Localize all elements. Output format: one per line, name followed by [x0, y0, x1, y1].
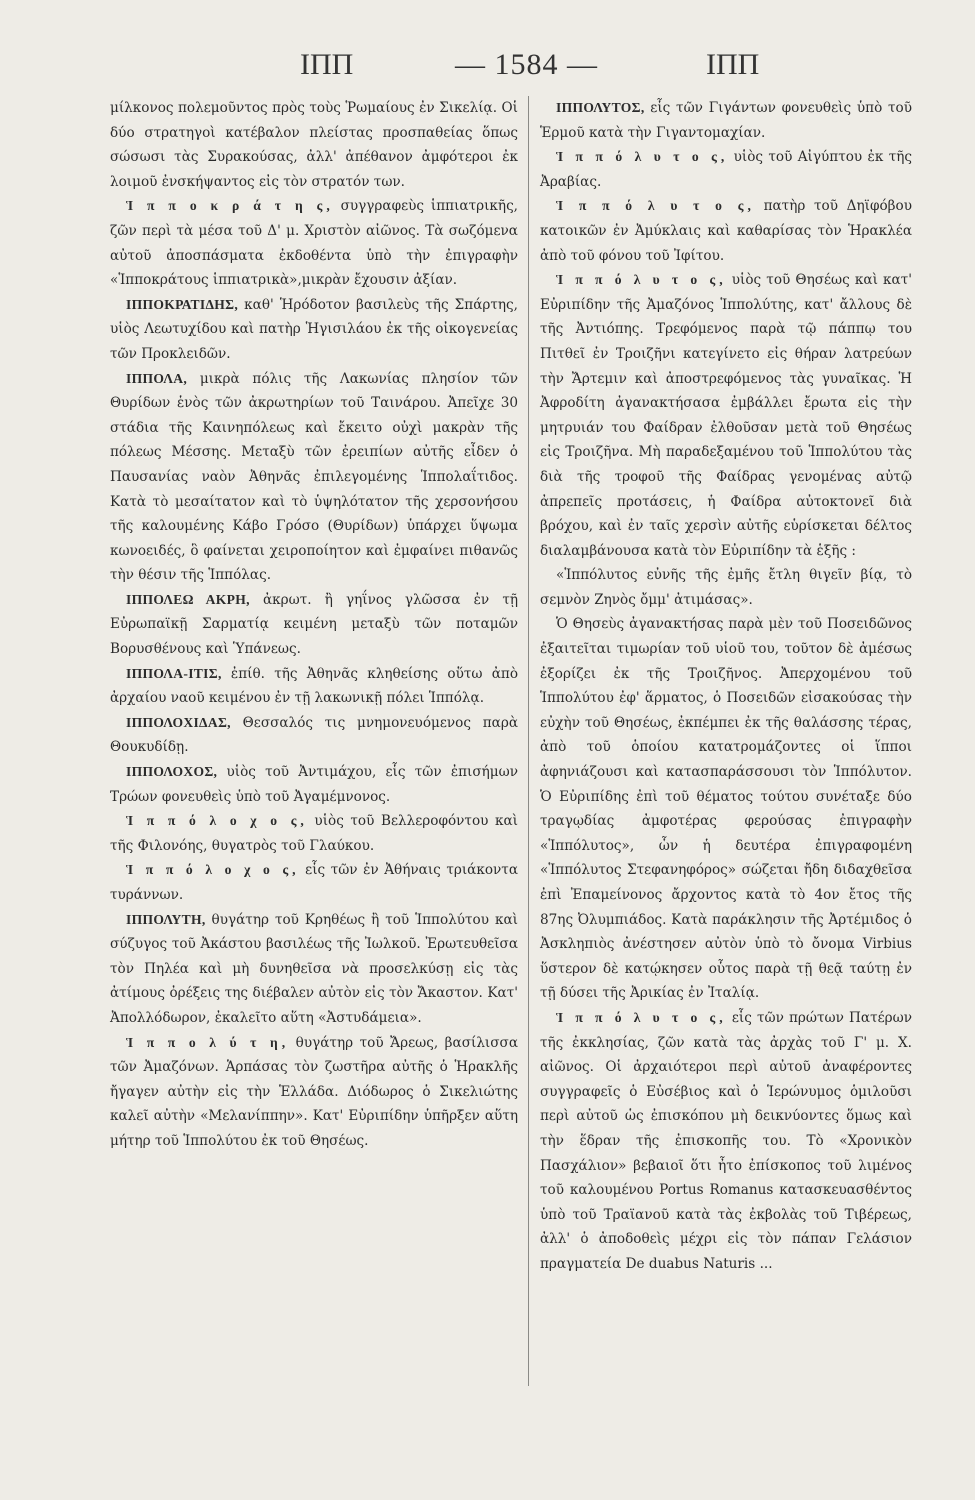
entry-text: υἱὸς τοῦ Θησέως καὶ κατ' Εὐριπίδην τῆς Ἀμαζόνος Ἱππολύτης, κατ' ἄλλους δὲ τῆς Ἀντιόπης. Τρεφόμενος παρὰ τῷ πάππῳ του Πιτθεῖ ἐν Τροιζῆνι κατεγίνετο εἰς θήραν λατρεύων τὴν Ἄρτεμιν καὶ ἀποστρεφόμενος τὰς γυναῖκας. Ἡ Ἀφροδίτη ἀγανακτήσασα ἐμβάλλει ἔρωτα εἰς τὴν μητρυιάν του Φαίδραν ἐλθοῦσαν μετὰ τοῦ Θησέως εἰς Τροιζῆνα. Μὴ παραδεξαμένου τοῦ Ἱππολύτου τὰς διὰ τῆς τροφοῦ τῆς Φαίδρας γενομένας αὐτῷ ἀπρεπεῖς προτάσεις, ἡ Φαίδρα αὐτοκτονεῖ διὰ βρόχου, καὶ ἐν ταῖς χερσὶν αὐτῆς εὑρίσκεται δέλτος διαλαμβάνουσα κατὰ τὸν Εὐριπίδην τὰ ἑξῆς :: [540, 272, 912, 559]
entry-headword: Ἱ π π ό λ υ τ ο ς,: [556, 149, 729, 165]
dictionary-entry: [110, 1031, 518, 1154]
dictionary-entry: [110, 96, 518, 194]
entry-headword: Ἱ π π ό λ υ τ ο ς,: [556, 272, 727, 288]
entry-headword: Ἱ π π ό λ ο χ ο ς,: [126, 813, 308, 829]
entry-text: Θεσσαλός τις μνημονευόμενος παρὰ Θουκυδίδῃ.: [110, 714, 518, 756]
entry-text: μίλκονος πολεμοῦντος πρὸς τοὺς Ῥωμαίους ἐν Σικελίᾳ. Οἱ δύο στρατηγοὶ κατέβαλον πλείστας προσπαθείας ὅπως σώσωσι τὰς Συρακούσας, ἀλλ' ἀπέθανον ἀμφότεροι ἐκ λοιμοῦ ἐνσκήψαντος εἰς τὸν στρατόν των.: [110, 100, 518, 190]
entry-headword: ΙΠΠΟΛΑ-ΙΤΙΣ,: [126, 665, 222, 681]
entry-text: υἱὸς τοῦ Ἀντιμάχου, εἷς τῶν ἐπισήμων Τρώων φονευθεὶς ὑπὸ τοῦ Ἀγαμέμνονος.: [110, 764, 518, 805]
dictionary-entry: [110, 711, 518, 760]
dictionary-entry: [110, 858, 518, 907]
library-watermark: [430, 1326, 949, 1353]
right-column: [540, 96, 912, 1277]
dictionary-entry: [540, 563, 912, 612]
dictionary-entry: [540, 268, 912, 563]
entry-text: εἷς τῶν Γιγάντων φονευθεὶς ὑπὸ τοῦ Ἑρμοῦ κατὰ τὴν Γιγαντομαχίαν.: [540, 100, 912, 141]
entry-text: μικρὰ πόλις τῆς Λακωνίας πλησίον τῶν Θυρίδων ἑνὸς τῶν ἀκρωτηρίων τοῦ Ταινάρου. Ἀπεῖχε 30 στάδια τῆς Καινηπόλεως καὶ ἔκειτο οὐχὶ μακρὰν τῆς πόλεως Μέσσης. Μεταξὺ τῶν ἐρειπίων αὐτῆς εἶδεν ὁ Παυσανίας ναὸν Ἀθηνᾶς ἐπιλεγομένης Ἱππολαΐτιδος. Κατὰ τὸ μεσαίτατον καὶ τὸ ὑψηλότατον τῆς χερσονήσου τῆς καλουμένης Κάβο Γρόσο (Θυρίδων) ὑπάρχει ὕψωμα κωνοειδές, ὃ φαίνεται χειροποίητον καὶ ἐμφαίνει πιθανῶς τὴν θέσιν τῆς Ἱππόλας.: [110, 370, 518, 584]
entry-text: θυγάτηρ τοῦ Ἄρεως, βασίλισσα τῶν Ἀμαζόνων. Ἁρπάσας τὸν ζωστῆρα αὐτῆς ὁ Ἡρακλῆς ἤγαγεν αὐτὴν εἰς τὴν Ἑλλάδα. Διόδωρος ὁ Σικελιώτης καλεῖ αὐτὴν «Μελανίππην». Κατ' Εὐριπίδην ὑπῆρξεν αὕτη μήτηρ τοῦ Ἱππολύτου ἐκ τοῦ Θησέως.: [110, 1034, 518, 1149]
dictionary-entry: [110, 194, 518, 292]
entry-headword: ΙΠΠΟΛΥΤΗ,: [126, 911, 206, 927]
entry-text: καθ' Ἡρόδοτον βασιλεὺς τῆς Σπάρτης, υἱὸς Λεωτυχίδου καὶ πατὴρ Ἡγισιλάου ἐκ τῆς οἰκογενείας τῶν Προκλειδῶν.: [110, 296, 518, 362]
entry-headword: Ἱ π π ό λ ο χ ο ς,: [126, 862, 300, 878]
entry-headword: Ἱ π π ο λ ύ τ η,: [126, 1034, 290, 1050]
dictionary-entry: [110, 760, 518, 809]
dictionary-entry: [540, 194, 912, 268]
entry-headword: Ἱ π π ό λ υ τ ο ς,: [556, 198, 755, 214]
entry-text: εἷς τῶν ἐν Ἀθήναις τριάκοντα τυράννων.: [110, 862, 519, 903]
page-header: [0, 48, 975, 98]
dictionary-entry: [540, 1006, 912, 1277]
entry-text: ἐπίθ. τῆς Ἀθηνᾶς κληθείσης οὕτω ἀπὸ ἀρχαίου ναοῦ κειμένου ἐν τῇ λακωνικῇ πόλει Ἱππόλᾳ.: [110, 665, 518, 707]
dictionary-entry: [110, 367, 518, 588]
entry-text: εἷς τῶν πρώτων Πατέρων τῆς ἐκκλησίας, ζῶν κατὰ τὰς ἀρχὰς τοῦ Γ' μ. Χ. αἰῶνος. Οἱ ἀρχαιότεροι περὶ αὐτοῦ ἀναφέροντες συγγραφεῖς ὁ Εὐσέβιος καὶ ὁ Ἱερώνυμος ὁμιλοῦσι περὶ αὐτοῦ ὡς ἐπισκόπου μὴ δεικνύοντες ὅμως καὶ τὴν ἕδραν τῆς ἐπισκοπῆς του. Τὸ «Χρονικὸν Πασχάλιον» βεβαιοῖ ὅτι ἦτο ἐπίσκοπος τοῦ λιμένος τοῦ καλουμένου Portus Romanus κατασκευασθέντος ὑπὸ τοῦ Τραϊανοῦ κατὰ τὰς ἐκβολὰς τοῦ Τιβέρεως, ἀλλ' ὁ ἀποδοθεὶς μέχρι εἰς τὸν πάπαν Γελάσιον πραγματεία De duabus Naturis ...: [540, 1009, 912, 1272]
entry-headword: ΙΠΠΟΛΕΩ ΑΚΡΗ,: [126, 591, 250, 607]
entry-headword: Ἱ π π ό λ υ τ ο ς,: [556, 1009, 727, 1025]
entry-headword: ΙΠΠΟΛΟΧΟΣ,: [126, 764, 218, 780]
left-column: [110, 96, 518, 1154]
running-head-left: ΙΠΠ: [300, 48, 354, 81]
page-number: — 1584 —: [455, 48, 598, 81]
dictionary-entry: [110, 908, 518, 1031]
entry-text: πατὴρ τοῦ Δηϊφόβου κατοικῶν ἐν Ἀμύκλαις καὶ καθαρίσας τὸν Ἡρακλέα ἀπὸ τοῦ φόνου τοῦ Ἰφίτου.: [540, 198, 912, 264]
dictionary-entry: [540, 96, 912, 145]
entry-text: συγγραφεὺς ἱππιατρικῆς, ζῶν περὶ τὰ μέσα τοῦ Δ' μ. Χριστὸν αἰῶνος. Τὰ σωζόμενα αὐτοῦ ἀποσπάσματα ἐκδοθέντα ὑπὸ τὴν ἐπιγραφὴν «Ἱπποκράτους ἱππιατρικὰ»,μικρὰν ἔχουσιν ἀξίαν.: [110, 198, 519, 289]
entry-text: υἱὸς τοῦ Αἰγύπτου ἐκ τῆς Ἀραβίας.: [540, 149, 912, 190]
dictionary-entry: [110, 588, 518, 662]
dictionary-entry: [110, 293, 518, 367]
entry-headword: ΙΠΠΟΛΑ,: [126, 370, 188, 386]
entry-text: θυγάτηρ τοῦ Κρηθέως ἢ τοῦ Ἱππολύτου καὶ σύζυγος τοῦ Ἀκάστου βασιλέως τῆς Ἰωλκοῦ. Ἐρωτευθεῖσα τὸν Πηλέα καὶ μὴ δυνηθεῖσα νὰ προσελκύσῃ εἰς τὰς ἀτίμους ὀρέξεις της διέβαλεν αὐτὸν εἰς τὸν Ἄκαστον. Κατ' Ἀπολλόδωρον, ἐκαλεῖτο αὕτη «Ἀστυδάμεια».: [110, 911, 518, 1026]
entry-text: Ὁ Θησεὺς ἀγανακτήσας παρὰ μὲν τοῦ Ποσειδῶνος ἐξαιτεῖται τιμωρίαν τοῦ υἱοῦ του, τοῦτον δὲ ἀμέσως ἐξορίζει ἐκ τῆς Τροιζῆνος. Ἀπερχομένου τοῦ Ἱππολύτου ἐφ' ἅρματος, ὁ Ποσειδῶν εἰσακούσας τὴν εὐχὴν τοῦ Θησέως, ἐκπέμπει ἐκ τῆς θαλάσσης τέρας, ἀπὸ τοῦ ὁποίου κατατρομάζοντες οἱ ἵπποι ἀφηνιάζουσι καὶ κατασπαράσσουσι τὸν Ἱππόλυτον. Ὁ Εὐριπίδης ἐπὶ τοῦ θέματος τούτου συνέταξε δύο τραγῳδίας ἀμφοτέρας φερούσας ἐπιγραφὴν «Ἱππόλυτος», ὧν ἡ δευτέρα ἐπιγραφομένη «Ἱππόλυτος Στεφανηφόρος» σώζεται ἤδη διδαχθεῖσα ἐπὶ Ἐπαμείνονος ἄρχοντος κατὰ τὸ 4ον ἔτος τῆς 87ης Ὀλυμπιάδος. Κατὰ παράκλησιν τῆς Ἀρτέμιδος ὁ Ἀσκληπιὸς ἀνέστησεν αὐτὸν ὑπὸ τὸ ὄνομα Virbius ὕστερον δὲ κατῴκησεν οὗτος παρὰ τῇ θεᾷ ταύτῃ ἐν τῇ δύσει τῆς Ἀρικίας ἐν Ἰταλίᾳ.: [540, 616, 912, 1002]
dictionary-entry: [540, 612, 912, 1006]
dictionary-entry: [110, 662, 518, 711]
entry-text: ἀκρωτ. ἢ γηΐνος γλῶσσα ἐν τῇ Εὐρωπαϊκῇ Σαρματίᾳ κειμένη μεταξὺ τῶν ποταμῶν Βορυσθένους καὶ Ὑπάνεως.: [110, 591, 518, 658]
entry-headword: ΙΠΠΟΛΥΤΟΣ,: [556, 100, 645, 115]
column-divider: [528, 96, 529, 1386]
entry-headword: ΙΠΠΟΛΟΧΙΔΑΣ,: [126, 714, 231, 730]
dictionary-entry: [110, 809, 518, 858]
entry-headword: ΙΠΠΟΚΡΑΤΙΔΗΣ,: [126, 296, 239, 312]
entry-text: υἱὸς τοῦ Βελλεροφόντου καὶ τῆς Φιλονόης, θυγατρὸς τοῦ Γλαύκου.: [110, 813, 518, 854]
entry-headword: Ἱ π π ο κ ρ ά τ η ς,: [126, 198, 334, 214]
entry-text: «Ἱππόλυτος εὐνῆς τῆς ἐμῆς ἔτλη θιγεῖν βίᾳ, τὸ σεμνὸν Ζηνὸς ὄμμ' ἀτιμάσας».: [540, 567, 912, 608]
running-head-right: ΙΠΠ: [706, 48, 760, 81]
dictionary-entry: [540, 145, 912, 194]
